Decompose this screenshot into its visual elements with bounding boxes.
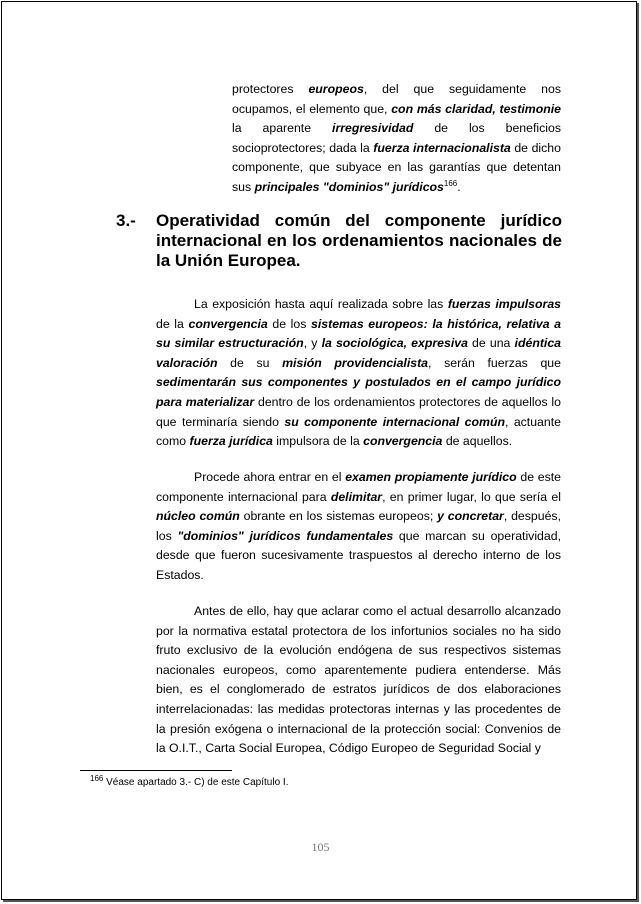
section-number: 3.- (116, 211, 136, 230)
body-paragraph-2: Procede ahora entrar en el examen propiamente jurídico de este componente internacional para delimitar, en primer lugar, lo que sería el núcleo común obrante en los sistemas europeos; y concretar, después, los "dominios" jurídicos fundamentales que marcan su operatividad, desde que fueron sucesivamente traspuestos al derecho interno de los Estados. (156, 470, 561, 582)
section-title: Operatividad común del componente jurídico internacional en los ordenamientos nacionales de la Unión Europea. (156, 211, 562, 270)
footnote-reference: 166 (443, 178, 458, 188)
intro-paragraph: protectores europeos, del que seguidamente nos ocupamos, el elemento que, con más claridad, testimonie la aparente irregresividad de los beneficios socioprotectores; dada la fuerza internacionalista de dicho componente, que subyace en las garantías que detentan sus principales "dominios" jurídicos$^{166}$. (232, 82, 561, 194)
page-number: 105 (311, 840, 330, 854)
footnote-mark: 166 (90, 774, 104, 783)
body-paragraph-3: Antes de ello, hay que aclarar como el actual desarrollo alcanzado por la normativa estatal protectora de los infortunios sociales no ha sido fruto exclusivo de la evolución endógena de sus respectivos sistemas nacionales europeos, como aparentemente pudiera entenderse. Más bien, es el conglomerado de estratos jurídicos de dos elaboraciones interrelacionadas: las medidas protectoras internas y las procedentes de la presión exógena o internacional de la protección social: Convenios de la O.I.T., Carta Social Europea, Código Europeo de Seguridad Social y (156, 604, 561, 756)
footnote-text: Véase apartado 3.- C) de este Capítulo I. (103, 777, 289, 788)
body-paragraph-1: La exposición hasta aquí realizada sobre las fuerzas impulsoras de la convergencia de los sistemas europeos: la histórica, relativa a su similar estructuración, y la sociológica, expresiva de una idéntica valoración de su misión providencialista, serán fuerzas que sedimentarán sus componentes y postulados en el campo jurídico para materializar dentro de los ordenamientos protectores de aquellos lo que terminaría siendo su componente internacional común, actuante como fuerza jurídica impulsora de la convergencia de aquellos. (156, 297, 562, 449)
footnote (90, 776, 288, 790)
footnote-separator (80, 770, 232, 771)
